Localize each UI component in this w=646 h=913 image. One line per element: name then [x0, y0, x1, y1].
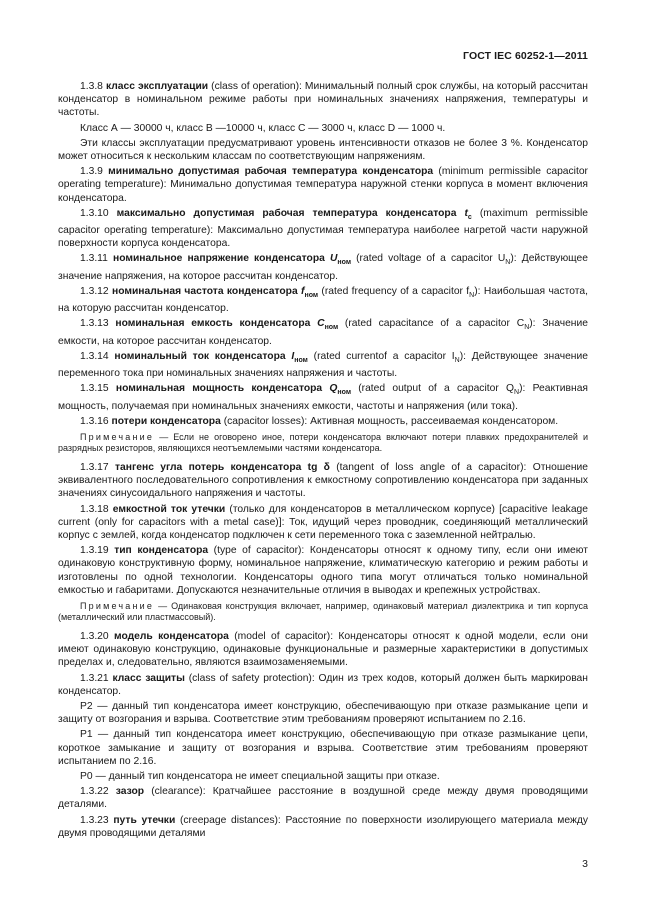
clause-number: 1.3.15 [80, 383, 109, 395]
clause-number: 1.3.16 [80, 415, 109, 427]
definition-text: (class of safety protection): Один из трех кодов, который должен быть маркирован конденсатор. [58, 672, 588, 697]
term-name: номинальная мощность конденсатора [115, 383, 323, 395]
clause-number: 1.3.18 [80, 503, 109, 515]
definition-paragraph [58, 503, 588, 543]
definition-text: (minimum permissible capacitor operating temperature): Минимально допустимая температура наружной стенки корпуса в момент включения конденсатора. [58, 166, 588, 204]
symbol-subscript: N [524, 324, 530, 332]
clause-number: 1.3.17 [80, 461, 109, 473]
clause-number: 1.3.19 [80, 545, 109, 557]
document-body [58, 80, 588, 842]
term-name: емкостной ток утечки [112, 503, 226, 515]
definition-text: Р0 — данный тип конденсатора не имеет специальной защиты при отказе. [80, 771, 440, 783]
term-name: номинальная емкость конденсатора [115, 318, 311, 330]
definition-text: Класс А — 30000 ч, класс В —10000 ч, класс С — 3000 ч, класс D — 1000 ч. [80, 122, 446, 134]
note-label: Примечание [80, 431, 155, 442]
term-symbol-subscript: ном [304, 291, 319, 299]
definition-paragraph [58, 80, 588, 120]
clause-number: 1.3.14 [80, 350, 109, 362]
standard-header: ГОСТ IEC 60252-1—2011 [463, 50, 588, 62]
definition-paragraph [58, 137, 588, 163]
clause-number: 1.3.13 [80, 318, 109, 330]
definitions-block-2 [58, 461, 588, 597]
definition-text: (class of operation): Минимальный полный срок службы, на который рассчитан конденсатор в номинальном режиме работы при номинальных значениях напряжения, температуры и частоты. [58, 81, 588, 119]
definition-paragraph [58, 382, 588, 412]
term-name: класс защиты [112, 672, 185, 684]
clause-number: 1.3.20 [80, 630, 109, 642]
definition-paragraph [58, 122, 588, 135]
term-name: минимально допустимая рабочая температура конденсатора [108, 166, 434, 178]
clause-number: 1.3.9 [80, 166, 103, 178]
definition-paragraph [58, 544, 588, 597]
definition-paragraph [58, 415, 588, 428]
definition-text: (clearance): Кратчайшее расстояние в воздушной среде между двумя проводящими деталями. [58, 786, 588, 811]
symbol-subscript: N [469, 291, 475, 299]
symbol-subscript: N [505, 259, 511, 267]
term-symbol-subscript: ном [294, 356, 308, 364]
term-name: номинальная частота конденсатора [111, 285, 298, 297]
term-symbol-subscript: ном [337, 389, 351, 397]
definition-paragraph [58, 350, 588, 380]
definition-text: (tangent of loss angle of a capacitor): Отношение эквивалентного последовательного сопротивления к емкостному сопротивлению конденсатора при заданных значениях синусоидального напряжения и частоты. [58, 461, 588, 500]
definition-text: (capacitor losses): Активная мощность, рассеиваемая конденсатором. [220, 415, 559, 427]
clause-number: 1.3.23 [80, 814, 109, 826]
definition-text: (rated capacitance of a capacitor C [338, 318, 525, 330]
note-1 [58, 432, 588, 455]
note-text: — Если не оговорено иное, потери конденсатора включают потери плавких предохранителей и разрядных резисторов, являющихся неотъемлемыми частями конденсатора. [58, 431, 588, 454]
term-symbol: t [464, 207, 468, 219]
definition-text: (type of capacitor): Конденсаторы относят к одному типу, если они имеют одинаковую конструктивную форму, номинальное напряжение, климатическую категорию и режим работы и изготовлены по одной технологии. Конденсаторы одного типа могут отличаться только номинальной емкостью и габаритами. Допускаются незначительные отличия в выводах и крепежных устройствах. [58, 545, 588, 596]
definition-paragraph [58, 207, 588, 251]
definition-paragraph [58, 252, 588, 282]
definition-text: Эти классы эксплуатации предусматривают уровень интенсивности отказов не более 3 %. Конденсатор может относиться к нескольким классам по соответствующим напряжениям. [58, 137, 588, 163]
definition-paragraph [58, 814, 588, 840]
definition-text-cont: ): Реактивная мощность, получаемая при номинальных значениях емкости, частоты и напряжения (или тока). [58, 383, 588, 412]
definition-text-cont: ): Наибольшая частота, на которую рассчитан конденсатор. [58, 285, 588, 315]
term-symbol-subscript: c [467, 213, 472, 221]
term-name: номинальный ток конденсатора [114, 350, 286, 362]
definition-paragraph [58, 461, 588, 501]
term-symbol-subscript: ном [324, 324, 339, 332]
definition-paragraph [58, 285, 588, 315]
term-symbol: C [317, 318, 325, 330]
definition-text: Р1 — данный тип конденсатора имеет конструкцию, обеспечивающую при отказе размыкание цепи, короткое замыкание и защиту от возгорания и взрыва. Соответствие этим требованиям проверяют испытанием по 2.16. [58, 729, 588, 767]
note-2 [58, 601, 588, 624]
definition-paragraph [58, 317, 588, 347]
clause-number: 1.3.12 [80, 285, 109, 297]
term-symbol: f [301, 285, 305, 297]
term-name: номинальное напряжение конденсатора [112, 253, 325, 265]
term-symbol: U [329, 253, 338, 265]
term-name: максимально допустимая рабочая температура конденсатора [116, 207, 457, 219]
term-symbol: I [291, 350, 295, 362]
term-name: класс эксплуатации [105, 81, 209, 92]
definition-paragraph [58, 700, 588, 726]
page-number: 3 [582, 858, 588, 870]
definition-text-cont: ): Значение емкости, на которое рассчитан конденсатор. [58, 318, 588, 347]
symbol-subscript: N [514, 389, 520, 397]
definition-text: (maximum permissible capacitor operating temperature): Максимально допустимая температура наиболее нагретой части наружной поверхности корпуса конденсатора. [58, 207, 588, 250]
definition-paragraph [58, 770, 588, 783]
definition-text: (model of capacitor): Конденсаторы относят к одной модели, если они имеют одинаковую конструкцию, одинаковые функциональные и размерные характеристики в допустимых пределах и, следовательно, являются взаимозаменяемыми. [58, 630, 588, 669]
definition-paragraph [58, 672, 588, 698]
term-name: модель конденсатора [113, 630, 229, 642]
term-symbol-subscript: ном [337, 259, 352, 267]
definition-text: (rated frequency of a capacitor f [318, 285, 470, 297]
definitions-block-1 [58, 80, 588, 428]
note-label: Примечание [80, 600, 155, 611]
term-name: тип конденсатора [114, 545, 209, 557]
definition-text-cont: ): Действующее значение переменного тока при номинальных значениях напряжения и частоты. [58, 350, 588, 380]
definition-text-cont: ): Действующее значение напряжения, на которое рассчитан конденсатор. [58, 253, 588, 282]
clause-number: 1.3.8 [80, 81, 103, 92]
symbol-subscript: N [454, 356, 460, 364]
note-text: — Одинаковая конструкция включает, например, одинаковый материал диэлектрика и тип корпуса (металлический или пластмассовый). [58, 600, 588, 623]
definition-paragraph [58, 165, 588, 205]
clause-number: 1.3.21 [80, 672, 109, 684]
clause-number: 1.3.22 [80, 786, 109, 798]
definition-text: Р2 — данный тип конденсатора имеет конструкцию, обеспечивающую при отказе размыкание цепи и защиту от возгорания и взрыва. Соответствие этим требованиям проверяют испытанием по 2.16. [58, 701, 588, 726]
clause-number: 1.3.11 [80, 253, 108, 265]
clause-number: 1.3.10 [80, 207, 109, 219]
term-name: тангенс угла потерь конденсатора tg δ [114, 461, 330, 473]
definition-paragraph [58, 728, 588, 768]
term-name: потери конденсатора [111, 415, 221, 427]
definition-paragraph [58, 630, 588, 670]
definition-text: (creepage distances): Расстояние по поверхности изолирующего материала между двумя проводящими деталями [58, 814, 588, 839]
definition-paragraph [58, 785, 588, 811]
term-symbol: Q [329, 383, 338, 395]
definition-text: (только для конденсаторов в металлическом корпусе) [capacitive leakage current (only for capacitors with a metal case)]: Ток, идущий через проводник, соединяющий металлический корпус с землей, когда конденсатор подключен к сети переменного тока с заземленной нейтралью. [58, 503, 588, 541]
definitions-block-3 [58, 630, 588, 840]
definition-text: (rated currentof a capacitor I [307, 350, 455, 362]
term-name: зазор [115, 786, 145, 798]
definition-text: (rated output of a capacitor Q [351, 383, 514, 395]
definition-text: (rated voltage of a capacitor U [351, 253, 506, 265]
term-name: путь утечки [113, 814, 176, 826]
